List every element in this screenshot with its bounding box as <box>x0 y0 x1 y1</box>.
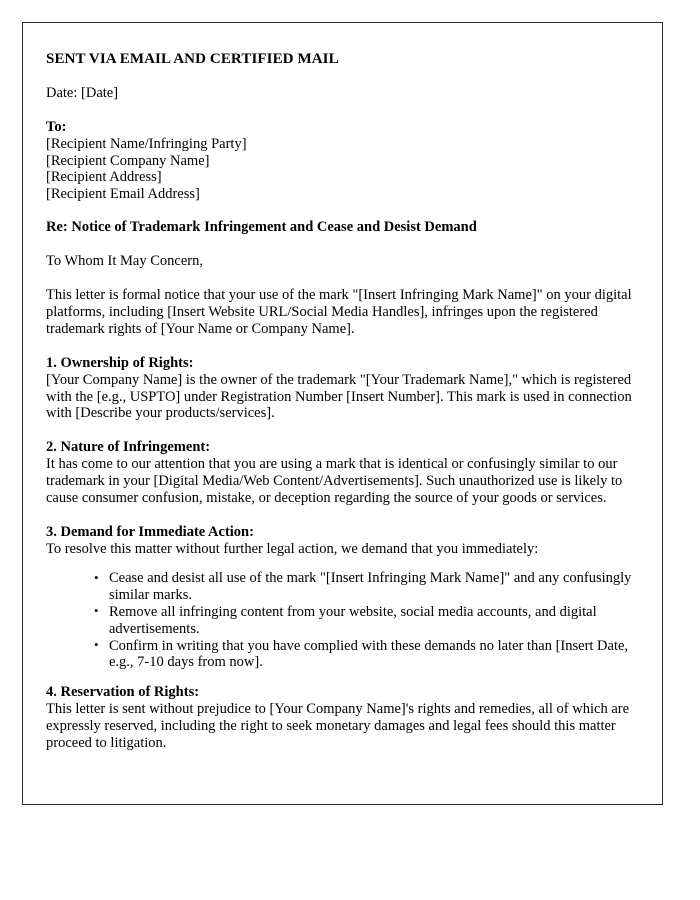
section-body: It has come to our attention that you are using a mark that is identical or confusingly similar to our trademark in your [Digital Media/Web Content/Advertisements]. Such unauthorized use is likely to cause consumer confusion, mistake, or deception regarding the source of your goods or services. <box>46 456 623 506</box>
recipient-line: [Recipient Email Address] <box>46 185 200 202</box>
spacer-after-subject <box>46 236 640 253</box>
recipient-label: To: <box>46 119 67 135</box>
spacer-after-salutation <box>46 270 640 287</box>
recipient-line: [Recipient Name/Infringing Party] <box>46 136 247 152</box>
section-heading: 2. Nature of Infringement: <box>46 439 211 456</box>
spacer-after-date <box>46 102 640 119</box>
section-reservation-of-rights <box>46 684 640 751</box>
section-body: This letter is sent without prejudice to [Your Company Name]'s rights and remedies, all of which are expressly reserved, including the right to seek monetary damages and legal fees should this matter proceed to litigation. <box>46 701 630 751</box>
section-nature-of-infringement <box>46 439 640 506</box>
document-title: SENT VIA EMAIL AND CERTIFIED MAIL <box>46 51 339 67</box>
list-item: • Confirm in writing that you have complied with these demands no later than [Insert Date, e.g., 7-10 days from now]. <box>93 638 640 672</box>
subject-line: Re: Notice of Trademark Infringement and Cease and Desist Demand <box>46 219 477 236</box>
salutation: To Whom It May Concern, <box>46 253 203 270</box>
date-line: Date: [Date] <box>46 85 119 101</box>
document-body <box>23 23 662 752</box>
document-page <box>22 22 663 805</box>
list-item: • Cease and desist all use of the mark "[Insert Infringing Mark Name]" and any confusingly similar marks. <box>93 570 640 604</box>
recipient-line: [Recipient Company Name] <box>46 152 210 169</box>
section-heading: 4. Reservation of Rights: <box>46 684 200 701</box>
section-body: To resolve this matter without further legal action, we demand that you immediately: <box>46 540 539 557</box>
demands-list <box>46 570 640 671</box>
section-ownership <box>46 355 640 422</box>
recipient-line: [Recipient Address] <box>46 169 162 186</box>
section-body: [Your Company Name] is the owner of the trademark "[Your Trademark Name]," which is registered with the [e.g., USPTO] under Registration Number [Insert Number]. This mark is used in connection with [Describe your products/services]. <box>46 371 632 422</box>
list-item: • Remove all infringing content from your website, social media accounts, and digital advertisements. <box>93 604 640 638</box>
section-heading: 1. Ownership of Rights: <box>46 354 194 371</box>
recipient-address-block <box>46 136 640 202</box>
section-demand-for-action <box>46 524 640 672</box>
intro-paragraph: This letter is formal notice that your use of the mark "[Insert Infringing Mark Name]" on your digital platforms, including [Insert Website URL/Social Media Handles], infringes upon the registered trademark rights of [Your Name or Company Name]. <box>46 287 632 337</box>
spacer-after-recipient <box>46 202 640 219</box>
section-heading: 3. Demand for Immediate Action: <box>46 523 254 540</box>
